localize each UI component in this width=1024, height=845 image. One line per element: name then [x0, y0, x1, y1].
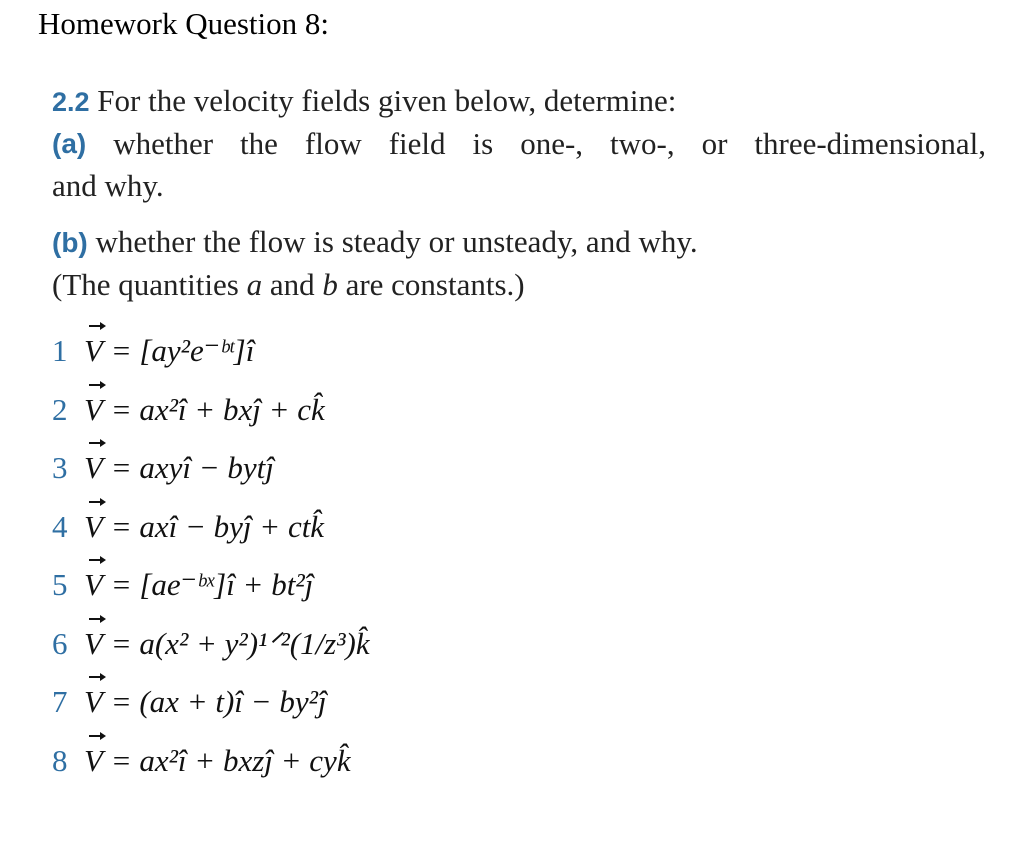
- equation-expression: V = [ae⁻ᵇˣ]î + bt²ĵ: [84, 556, 313, 615]
- velocity-vector-symbol: V: [84, 439, 103, 498]
- equation-number: 6: [52, 625, 68, 661]
- equation-row: [52, 439, 370, 498]
- equation-expression: V = [ay²e⁻ᵇᵗ]î: [84, 322, 254, 381]
- part-a-line: [52, 123, 986, 165]
- part-a-word: is: [472, 126, 494, 161]
- equation-row: [52, 556, 370, 615]
- equation-number: 7: [52, 684, 68, 719]
- equation-expression: V = axyî − bytĵ: [84, 439, 274, 498]
- part-a-word: field: [388, 126, 446, 161]
- part-a-word: whether: [113, 126, 214, 161]
- note-and: and: [262, 267, 323, 302]
- problem-statement: [52, 80, 992, 306]
- equation-expression: V = ax²î + bxzĵ + cyk̂: [84, 732, 351, 791]
- problem-intro-line: [52, 80, 992, 123]
- velocity-vector-symbol: V: [84, 498, 103, 557]
- equation-number: 5: [52, 567, 68, 602]
- equation-expression: V = (ax + t)î − by²ĵ: [84, 673, 327, 732]
- part-a-word: flow: [304, 126, 362, 161]
- equation-number: 2: [52, 391, 68, 427]
- part-a-word: three-dimensional,: [754, 126, 986, 161]
- note-a: a: [246, 267, 263, 302]
- part-b-label: (b): [52, 227, 88, 258]
- part-a-word: the: [240, 126, 278, 161]
- note-b: b: [322, 267, 338, 302]
- part-b-text: whether the flow is steady or unsteady, and why.: [95, 224, 698, 259]
- part-a-word: one-,: [520, 126, 584, 161]
- equation-row: [52, 673, 370, 732]
- equation-row: [52, 498, 370, 557]
- velocity-vector-symbol: V: [84, 673, 103, 732]
- velocity-vector-symbol: V: [84, 381, 103, 440]
- note-prefix: (The quantities: [52, 267, 247, 302]
- equation-number: 3: [52, 450, 68, 485]
- problem-intro: For the velocity fields given below, determine:: [97, 83, 677, 118]
- equation-expression: V = axî − byĵ + ctk̂: [84, 498, 324, 557]
- velocity-vector-symbol: V: [84, 615, 103, 674]
- velocity-vector-symbol: V: [84, 322, 103, 381]
- equation-row: [52, 615, 370, 674]
- equation-row: [52, 322, 370, 381]
- equation-list: [52, 322, 370, 790]
- part-a-label: (a): [52, 128, 87, 159]
- equation-expression: V = a(x² + y²)¹ᐟ²(1/z³)k̂: [84, 615, 370, 674]
- page-heading: Homework Question 8:: [38, 6, 330, 41]
- equation-number: 4: [52, 508, 68, 544]
- part-a-word: two-,: [610, 126, 675, 161]
- part-b-line: [52, 221, 992, 264]
- velocity-vector-symbol: V: [84, 732, 103, 791]
- constants-note: [52, 264, 992, 306]
- part-a-word: or: [701, 126, 728, 161]
- equation-number: 8: [52, 742, 68, 778]
- equation-row: [52, 732, 370, 791]
- note-suffix: are constants.): [337, 267, 525, 302]
- part-a-continuation: and why.: [52, 168, 164, 203]
- velocity-vector-symbol: V: [84, 556, 103, 615]
- equation-number: 1: [52, 333, 68, 368]
- problem-number: 2.2: [52, 87, 90, 117]
- equation-expression: V = ax²î + bxĵ + ck̂: [84, 381, 325, 440]
- equation-row: [52, 381, 370, 440]
